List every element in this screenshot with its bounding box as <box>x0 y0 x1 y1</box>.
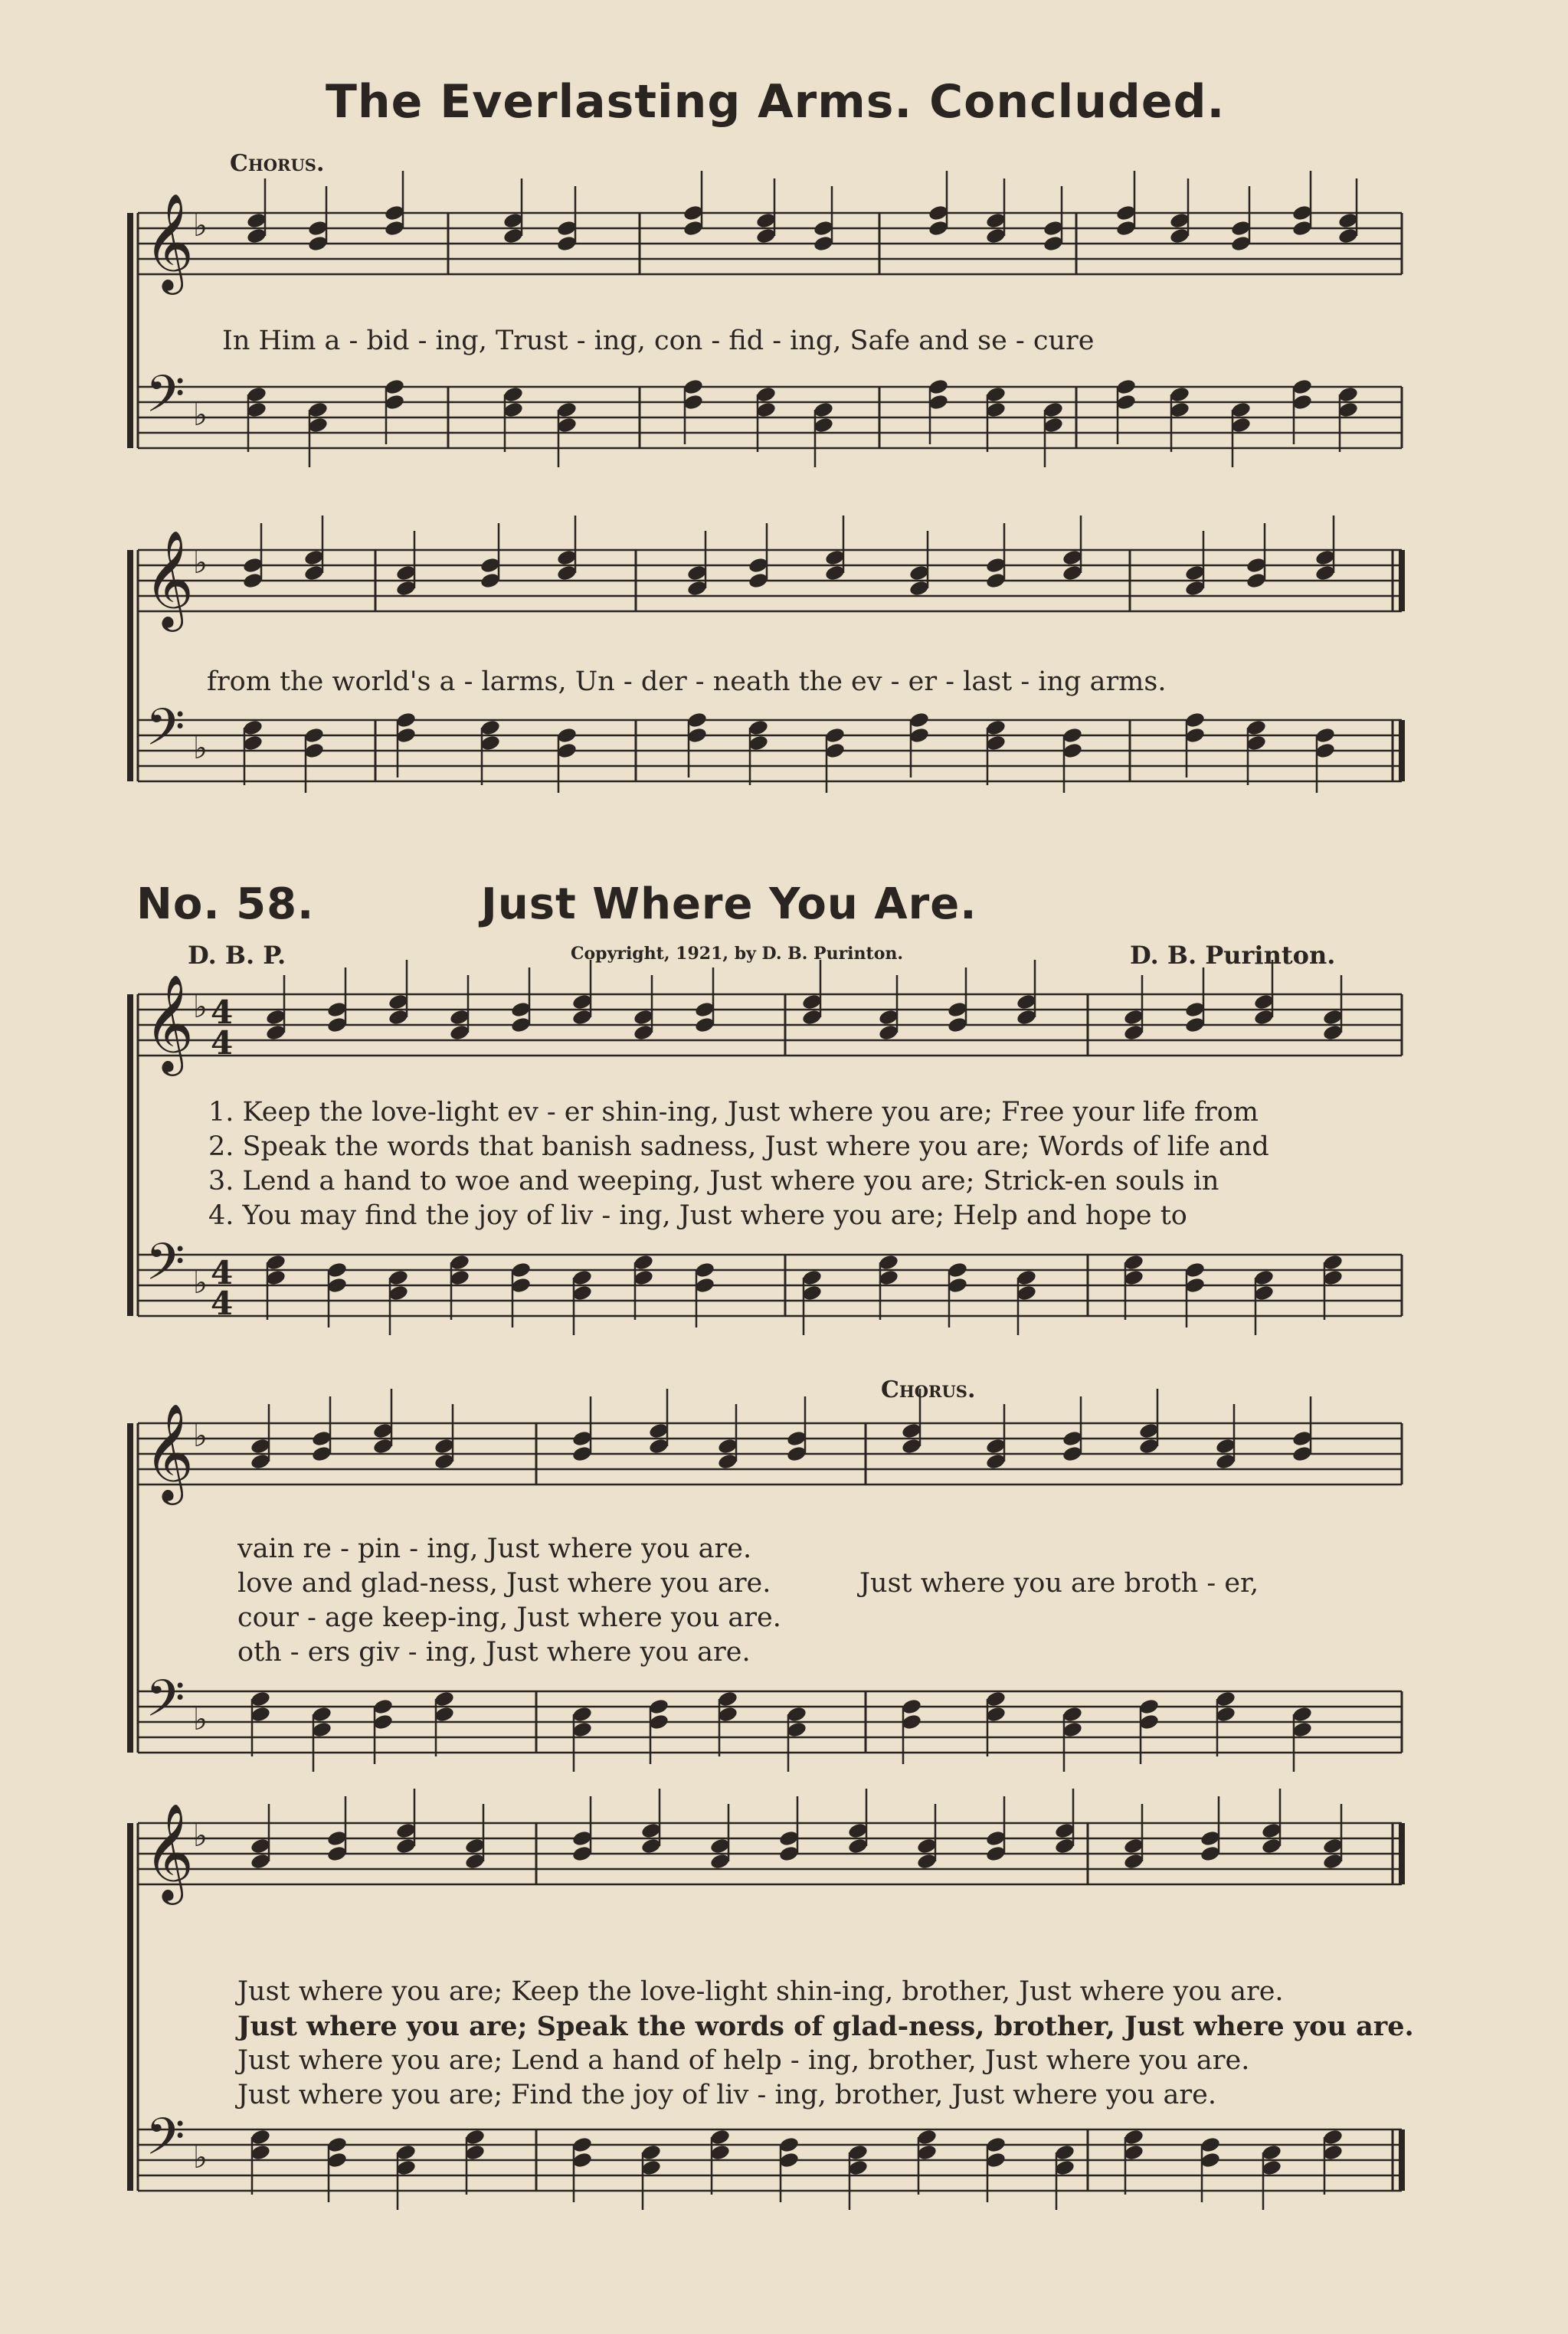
bass-staff <box>138 1255 1402 1316</box>
bass-clef: 𝄢 <box>146 2107 185 2179</box>
verse-line: 3. Lend a hand to woe and weeping, Just where you are; Strick-en souls in <box>208 1166 1219 1196</box>
lyric-line: from the world's a - larms, Un - der - neath the ev - er - last - ing arms. <box>207 666 1167 697</box>
time-signature-denominator: 4 <box>211 1285 234 1322</box>
time-signature-denominator: 4 <box>211 1024 234 1062</box>
flat-sign: ♭ <box>193 731 208 766</box>
chorus-opening: Just where you are broth - er, <box>859 1568 1259 1599</box>
bass-clef: 𝄢 <box>146 1669 185 1740</box>
flat-sign: ♭ <box>193 545 208 581</box>
verse-ending: oth - ers giv - ing, Just where you are. <box>237 1637 751 1668</box>
flat-sign: ♭ <box>193 1419 208 1454</box>
verse-ending: cour - age keep-ing, Just where you are. <box>237 1602 781 1633</box>
verse-ending: love and glad-ness, Just where you are. <box>237 1568 771 1599</box>
bass-clef: 𝄢 <box>146 1232 185 1304</box>
treble-staff <box>138 994 1402 1056</box>
flat-sign: ♭ <box>193 1702 208 1737</box>
verse-ending: vain re - pin - ing, Just where you are. <box>237 1534 752 1564</box>
flat-sign: ♭ <box>193 2140 208 2175</box>
chorus-line: Just where you are; Speak the words of glad-ness, brother, Just where you are. <box>237 2011 1414 2042</box>
treble-clef: 𝄞 <box>144 192 195 290</box>
treble-staff <box>138 550 1402 611</box>
bass-clef: 𝄢 <box>146 365 185 436</box>
chorus-line: Just where you are; Find the joy of liv - ing, brother, Just where you are. <box>237 2080 1216 2110</box>
flat-sign: ♭ <box>193 990 208 1025</box>
chorus-label: Chorus. <box>881 1377 976 1403</box>
chorus-line: Just where you are; Keep the love-light shin-ing, brother, Just where you are. <box>237 1976 1284 2007</box>
hymn-number: No. 58. <box>136 879 315 929</box>
lyric-line: In Him a - bid - ing, Trust - ing, con - fid - ing, Safe and se - cure <box>222 326 1095 356</box>
lyricist-credit: D. B. P. <box>188 941 286 970</box>
flat-sign: ♭ <box>193 1818 208 1854</box>
time-signature-numerator: 4 <box>211 994 234 1031</box>
treble-clef: 𝄞 <box>144 974 195 1072</box>
bass-staff <box>138 720 1402 781</box>
treble-clef: 𝄞 <box>144 1802 195 1900</box>
verse-line: 2. Speak the words that banish sadness, Just where you are; Words of life and <box>208 1131 1269 1162</box>
flat-sign: ♭ <box>193 1265 208 1301</box>
composer-credit: D. B. Purinton. <box>1130 941 1336 970</box>
chorus-label: Chorus. <box>230 150 325 177</box>
copyright-notice: Copyright, 1921, by D. B. Purinton. <box>571 944 904 964</box>
treble-clef: 𝄞 <box>144 1403 195 1501</box>
flat-sign: ♭ <box>193 208 208 244</box>
chorus-line: Just where you are; Lend a hand of help - ing, brother, Just where you are. <box>237 2045 1250 2076</box>
time-signature-numerator: 4 <box>211 1254 234 1291</box>
hymn-title: The Everlasting Arms. Concluded. <box>326 75 1226 129</box>
verse-line: 1. Keep the love-light ev - er shin-ing, Just where you are; Free your life from <box>208 1097 1259 1128</box>
treble-clef: 𝄞 <box>144 529 195 627</box>
flat-sign: ♭ <box>193 398 208 433</box>
hymn-title: Just Where You Are. <box>481 879 977 929</box>
verse-line: 4. You may find the joy of liv - ing, Just where you are; Help and hope to <box>208 1200 1187 1231</box>
bass-clef: 𝄢 <box>146 698 185 769</box>
bass-staff <box>138 1691 1402 1753</box>
